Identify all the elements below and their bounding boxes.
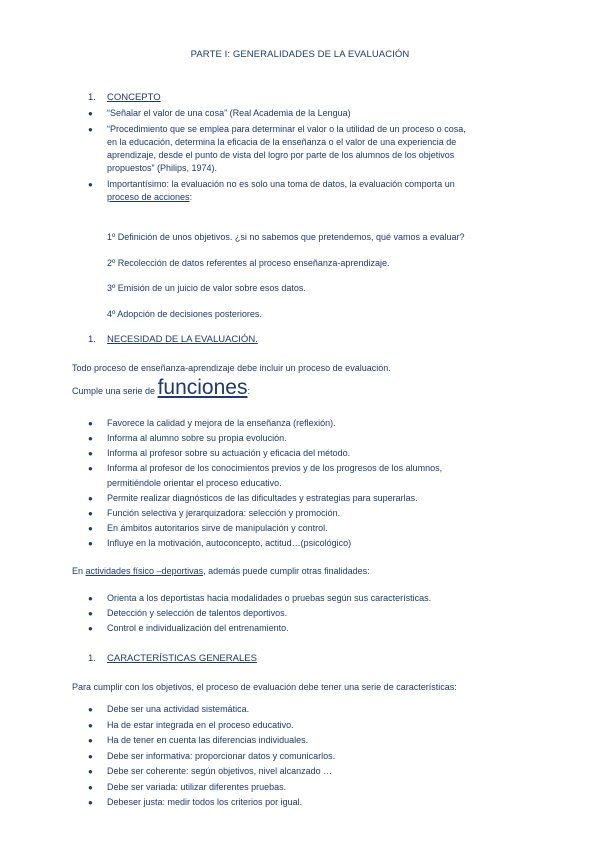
list-item	[88, 766, 332, 776]
list-item	[88, 751, 335, 761]
bullet-icon: ●	[88, 705, 93, 714]
bullet-text: Debeser justa: medir todos los criterios por igual.	[107, 797, 303, 807]
list-number: 1.	[88, 334, 96, 345]
paragraph-funciones	[72, 376, 250, 400]
bullet-text: Informa al alumno sobre su propia evolución.	[107, 433, 287, 443]
heading-text: NECESIDAD DE LA EVALUACIÓN.	[107, 334, 258, 345]
bullet-continuation: en la educación, determina la eficacia de la enseñanza o el valor de una experiencia de	[107, 137, 457, 147]
bullet-icon: ●	[88, 109, 93, 118]
bullet-icon: ●	[88, 180, 93, 189]
bullet-continuation: permitiéndole orientar el proceso educativo.	[107, 478, 282, 488]
bullet-text: Orienta a los deportistas hacia modalidades o pruebas según sus características.	[107, 593, 432, 603]
step-item: 4º Adopción de decisiones posteriores.	[107, 309, 262, 319]
bullet-icon: ●	[88, 609, 93, 618]
list-item	[88, 448, 350, 458]
list-item	[88, 797, 302, 807]
paragraph-text: Cumple una serie de	[72, 386, 158, 396]
list-item	[88, 108, 351, 118]
bullet-text: Informa al profesor sobre su actuación y eficacia del método.	[107, 448, 351, 458]
bullet-text: Función selectiva y jerarquizadora: selección y promoción.	[107, 508, 341, 518]
bullet-continuation: propuestos” (Philips, 1974).	[107, 163, 218, 173]
underlined-text: proceso de acciones	[107, 192, 190, 202]
list-number: 1.	[88, 92, 96, 103]
bullet-icon: ●	[88, 524, 93, 533]
list-number: 1.	[88, 653, 96, 664]
bullet-text: Ha de estar integrada en el proceso educativo.	[107, 720, 294, 730]
bullet-icon: ●	[88, 752, 93, 761]
heading-text: CARACTERÍSTICAS GENERALES	[107, 653, 257, 664]
section-heading-concepto	[88, 92, 161, 103]
paragraph: Para cumplir con los objetivos, el proceso de evaluación debe tener una serie de características:	[72, 682, 457, 692]
underlined-text: actividades físico –deportivas	[85, 566, 204, 576]
bullet-icon: ●	[88, 125, 93, 134]
bullet-text: Control e individualización del entrenamiento.	[107, 623, 289, 633]
step-item: 1º Definición de unos objetivos. ¿si no sabemos que pretendemos, qué vamos a evaluar?	[107, 232, 465, 242]
list-item	[88, 463, 442, 473]
bullet-continuation: aprendizaje, desde el punto de vista del logro por parte de los alumnos de los objetivos	[107, 150, 455, 160]
list-item	[88, 433, 287, 443]
bullet-text: Informa al profesor de los conocimientos previos y de los progresos de los alumnos,	[107, 463, 443, 473]
list-item	[88, 179, 455, 189]
list-item	[88, 623, 289, 633]
bullet-text: “Señalar el valor de una cosa” (Real Academia de la Lengua)	[107, 108, 351, 118]
bullet-icon: ●	[88, 624, 93, 633]
bullet-text: Debe ser coherente: según objetivos, nivel alcanzado …	[107, 766, 333, 776]
bullet-icon: ●	[88, 539, 93, 548]
bullet-continuation	[107, 192, 192, 202]
bullet-icon: ●	[88, 783, 93, 792]
bullet-text: Debe ser informativa: proporcionar datos y comunicarlos.	[107, 751, 336, 761]
list-item	[88, 538, 351, 548]
bullet-text: Importantísimo: la evaluación no es solo una toma de datos, la evaluación comporta un	[107, 179, 455, 189]
bullet-text: En ámbitos autoritarios sirve de manipulación y control.	[107, 523, 328, 533]
heading-text: CONCEPTO	[107, 92, 161, 103]
step-item: 2º Recolección de datos referentes al proceso enseñanza-aprendizaje.	[107, 258, 390, 268]
bullet-icon: ●	[88, 464, 93, 473]
paragraph: Todo proceso de enseñanza-aprendizaje debe incluir un proceso de evaluación.	[72, 363, 391, 373]
punctuation: :	[247, 386, 250, 396]
bullet-icon: ●	[88, 721, 93, 730]
bullet-icon: ●	[88, 767, 93, 776]
bullet-text: Debe ser una actividad sistemática.	[107, 704, 250, 714]
list-item	[88, 508, 340, 518]
bullet-icon: ●	[88, 736, 93, 745]
page-title: PARTE I: GENERALIDADES DE LA EVALUACIÓN	[190, 49, 410, 60]
list-item	[88, 124, 466, 134]
bullet-icon: ●	[88, 798, 93, 807]
list-item	[88, 782, 286, 792]
list-item	[88, 593, 431, 603]
paragraph	[72, 566, 370, 576]
paragraph-text: , además puede cumplir otras finalidades:	[203, 566, 370, 576]
list-item	[88, 735, 308, 745]
bullet-text: Detección y selección de talentos deportivos.	[107, 608, 288, 618]
bullet-text: “Procedimiento que se emplea para determinar el valor o la utilidad de un proceso o cosa,	[107, 124, 466, 134]
bullet-icon: ●	[88, 509, 93, 518]
bullet-text: Influye en la motivación, autoconcepto, actitud…(psicológico)	[107, 538, 352, 548]
section-heading-caracteristicas	[88, 653, 257, 664]
list-item	[88, 493, 418, 503]
punctuation: :	[189, 192, 193, 202]
list-item	[88, 720, 294, 730]
bullet-text: Ha de tener en cuenta las diferencias individuales.	[107, 735, 309, 745]
section-heading-necesidad	[88, 334, 258, 345]
bullet-text: Permite realizar diagnósticos de las dificultades y estrategias para superarlas.	[107, 493, 418, 503]
step-item: 3º Emisión de un juicio de valor sobre esos datos.	[107, 283, 306, 293]
large-word: funciones	[157, 376, 248, 399]
bullet-text: Favorece la calidad y mejora de la enseñanza (reflexión).	[107, 418, 336, 428]
bullet-icon: ●	[88, 434, 93, 443]
list-item	[88, 704, 249, 714]
bullet-icon: ●	[88, 419, 93, 428]
list-item	[88, 523, 328, 533]
bullet-text: Debe ser variada: utilizar diferentes pruebas.	[107, 782, 287, 792]
bullet-icon: ●	[88, 594, 93, 603]
list-item	[88, 608, 287, 618]
bullet-icon: ●	[88, 494, 93, 503]
paragraph-text: En	[72, 566, 86, 576]
bullet-icon: ●	[88, 449, 93, 458]
list-item	[88, 418, 336, 428]
